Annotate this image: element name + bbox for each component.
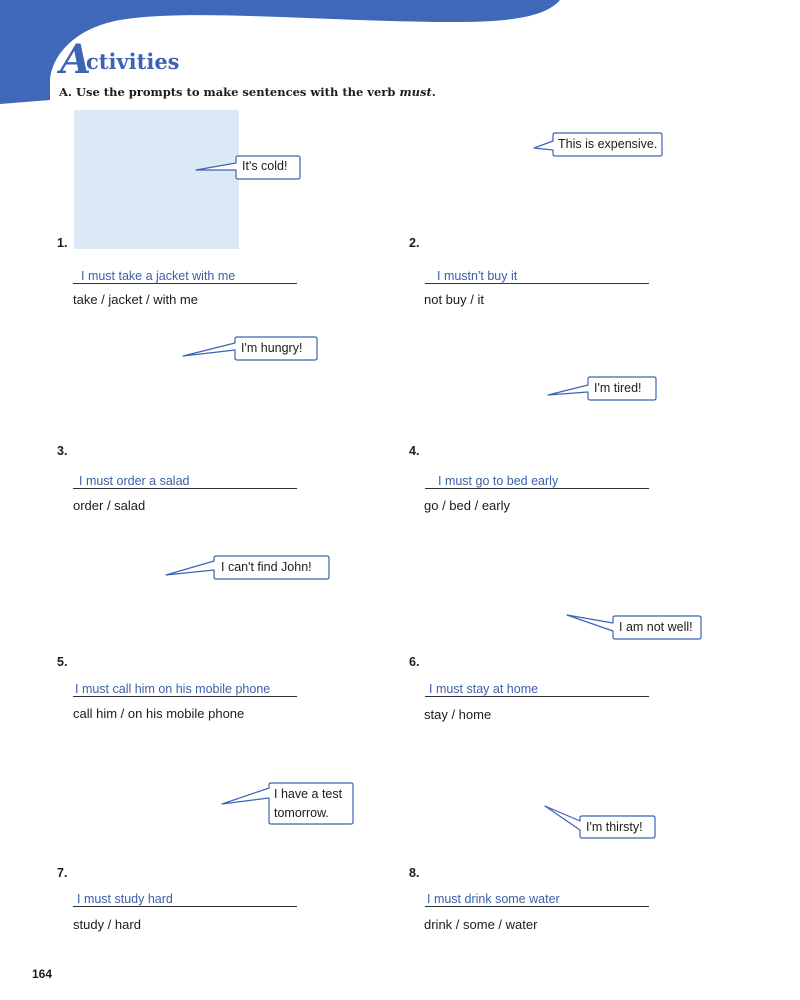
instruction-end: . xyxy=(431,85,436,99)
answer-line-2[interactable]: I mustn't buy it xyxy=(425,268,649,284)
prompt-8: drink / some / water xyxy=(424,917,538,932)
heading-text: ctivities xyxy=(86,49,180,74)
item-number-7: 7. xyxy=(57,866,68,880)
item-number-3: 3. xyxy=(57,444,68,458)
answer-line-7[interactable]: I must study hard xyxy=(73,891,297,907)
answer-line-1[interactable]: I must take a jacket with me xyxy=(73,268,297,284)
answer-line-4[interactable]: I must go to bed early xyxy=(425,473,649,489)
page-number: 164 xyxy=(32,967,53,981)
item-number-6: 6. xyxy=(409,655,420,669)
prompt-1: take / jacket / with me xyxy=(73,292,198,307)
prompt-5: call him / on his mobile phone xyxy=(73,706,245,721)
answer-line-6[interactable]: I must stay at home xyxy=(425,681,649,697)
heading-initial: A xyxy=(60,36,92,83)
bubble-text-4: I'm tired! xyxy=(594,381,642,395)
prompt-4: go / bed / early xyxy=(424,498,510,513)
instruction-label: A. xyxy=(59,85,72,99)
instruction-emphasis: must xyxy=(399,85,432,99)
bubble-text-1: It's cold! xyxy=(242,159,288,173)
answer-line-3[interactable]: I must order a salad xyxy=(73,473,297,489)
bubble-text-7: I have a test tomorrow. xyxy=(274,787,343,820)
bubble-text-6: I am not well! xyxy=(619,620,693,634)
instruction-text: Use the prompts to make sentences with the verb xyxy=(75,85,396,99)
prompt-3: order / salad xyxy=(73,498,146,513)
item-number-4: 4. xyxy=(409,444,420,458)
answer-line-8[interactable]: I must drink some water xyxy=(425,891,649,907)
item-number-5: 5. xyxy=(57,655,68,669)
prompt-7: study / hard xyxy=(73,917,141,932)
bubble-text-5: I can't find John! xyxy=(221,560,312,574)
prompt-6: stay / home xyxy=(424,707,492,722)
bubble-text-3: I'm hungry! xyxy=(241,341,303,355)
bubble-text-2: This is expensive. xyxy=(558,137,658,151)
item-number-8: 8. xyxy=(409,866,420,880)
bubble-text-8: I'm thirsty! xyxy=(586,820,643,834)
prompt-2: not buy / it xyxy=(424,292,484,307)
item-number-2: 2. xyxy=(409,236,420,250)
answer-line-5[interactable]: I must call him on his mobile phone xyxy=(73,681,297,697)
item-number-1: 1. xyxy=(57,236,68,250)
